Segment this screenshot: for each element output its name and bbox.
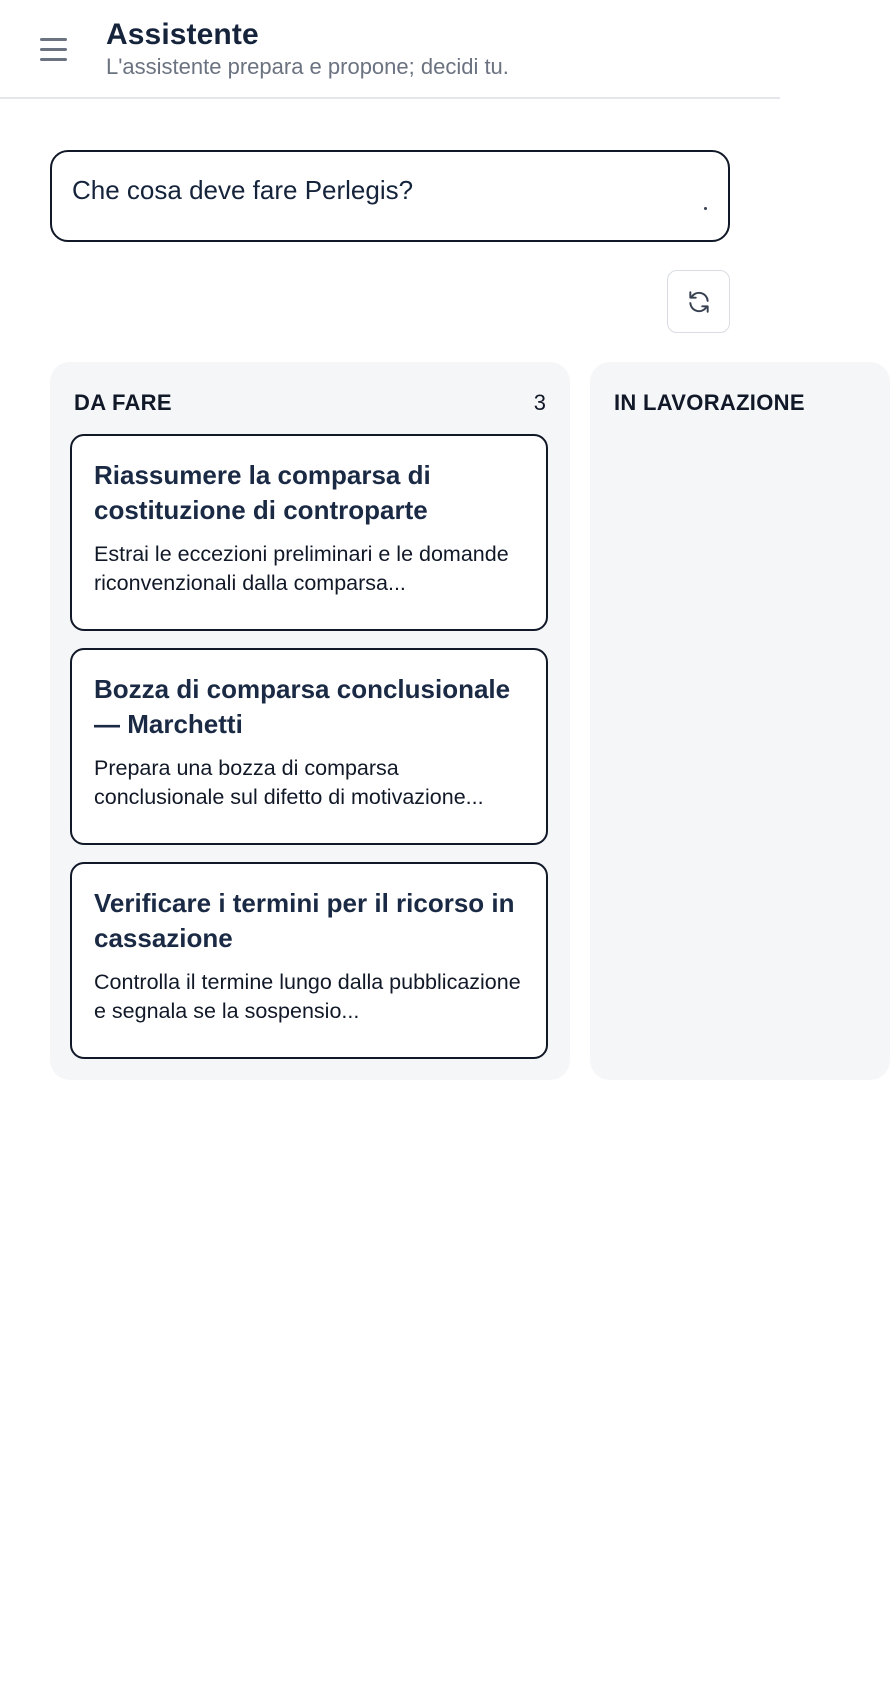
task-card-title: Verificare i termini per il ricorso in cassazione: [94, 888, 515, 953]
prompt-box[interactable]: [50, 150, 730, 242]
task-card-title: Bozza di comparsa conclusionale — Marchetti: [94, 674, 511, 739]
page-title: Assistente: [106, 18, 259, 51]
column-count: 3: [533, 390, 546, 415]
task-card-title: Riassumere la comparsa di costituzione di controparte: [94, 460, 431, 525]
column-header: [74, 388, 546, 418]
task-board: [50, 362, 805, 1080]
column-header: [614, 388, 866, 418]
page-subtitle: L'assistente prepara e propone; decidi tu.: [106, 54, 509, 79]
column-todo: [50, 362, 570, 1080]
task-card[interactable]: [70, 648, 548, 845]
app-header: [0, 0, 780, 99]
task-card-description: Prepara una bozza di comparsa conclusionale sul difetto di motivazione...: [94, 756, 484, 809]
input-resize-handle: [704, 207, 707, 210]
task-card-description: Controlla il termine lungo dalla pubblicazione e segnala se la sospensio...: [94, 970, 521, 1023]
column-in-progress: [590, 362, 890, 1080]
task-card-description: Estrai le eccezioni preliminari e le domande riconvenzionali dalla comparsa...: [94, 542, 509, 595]
refresh-icon: [686, 289, 712, 315]
refresh-button[interactable]: [667, 270, 730, 333]
task-card[interactable]: [70, 862, 548, 1059]
hamburger-menu-icon[interactable]: [30, 26, 76, 72]
column-title: IN LAVORAZIONE: [614, 390, 805, 415]
prompt-input[interactable]: [72, 170, 672, 210]
column-title: DA FARE: [74, 390, 172, 415]
task-card[interactable]: [70, 434, 548, 631]
